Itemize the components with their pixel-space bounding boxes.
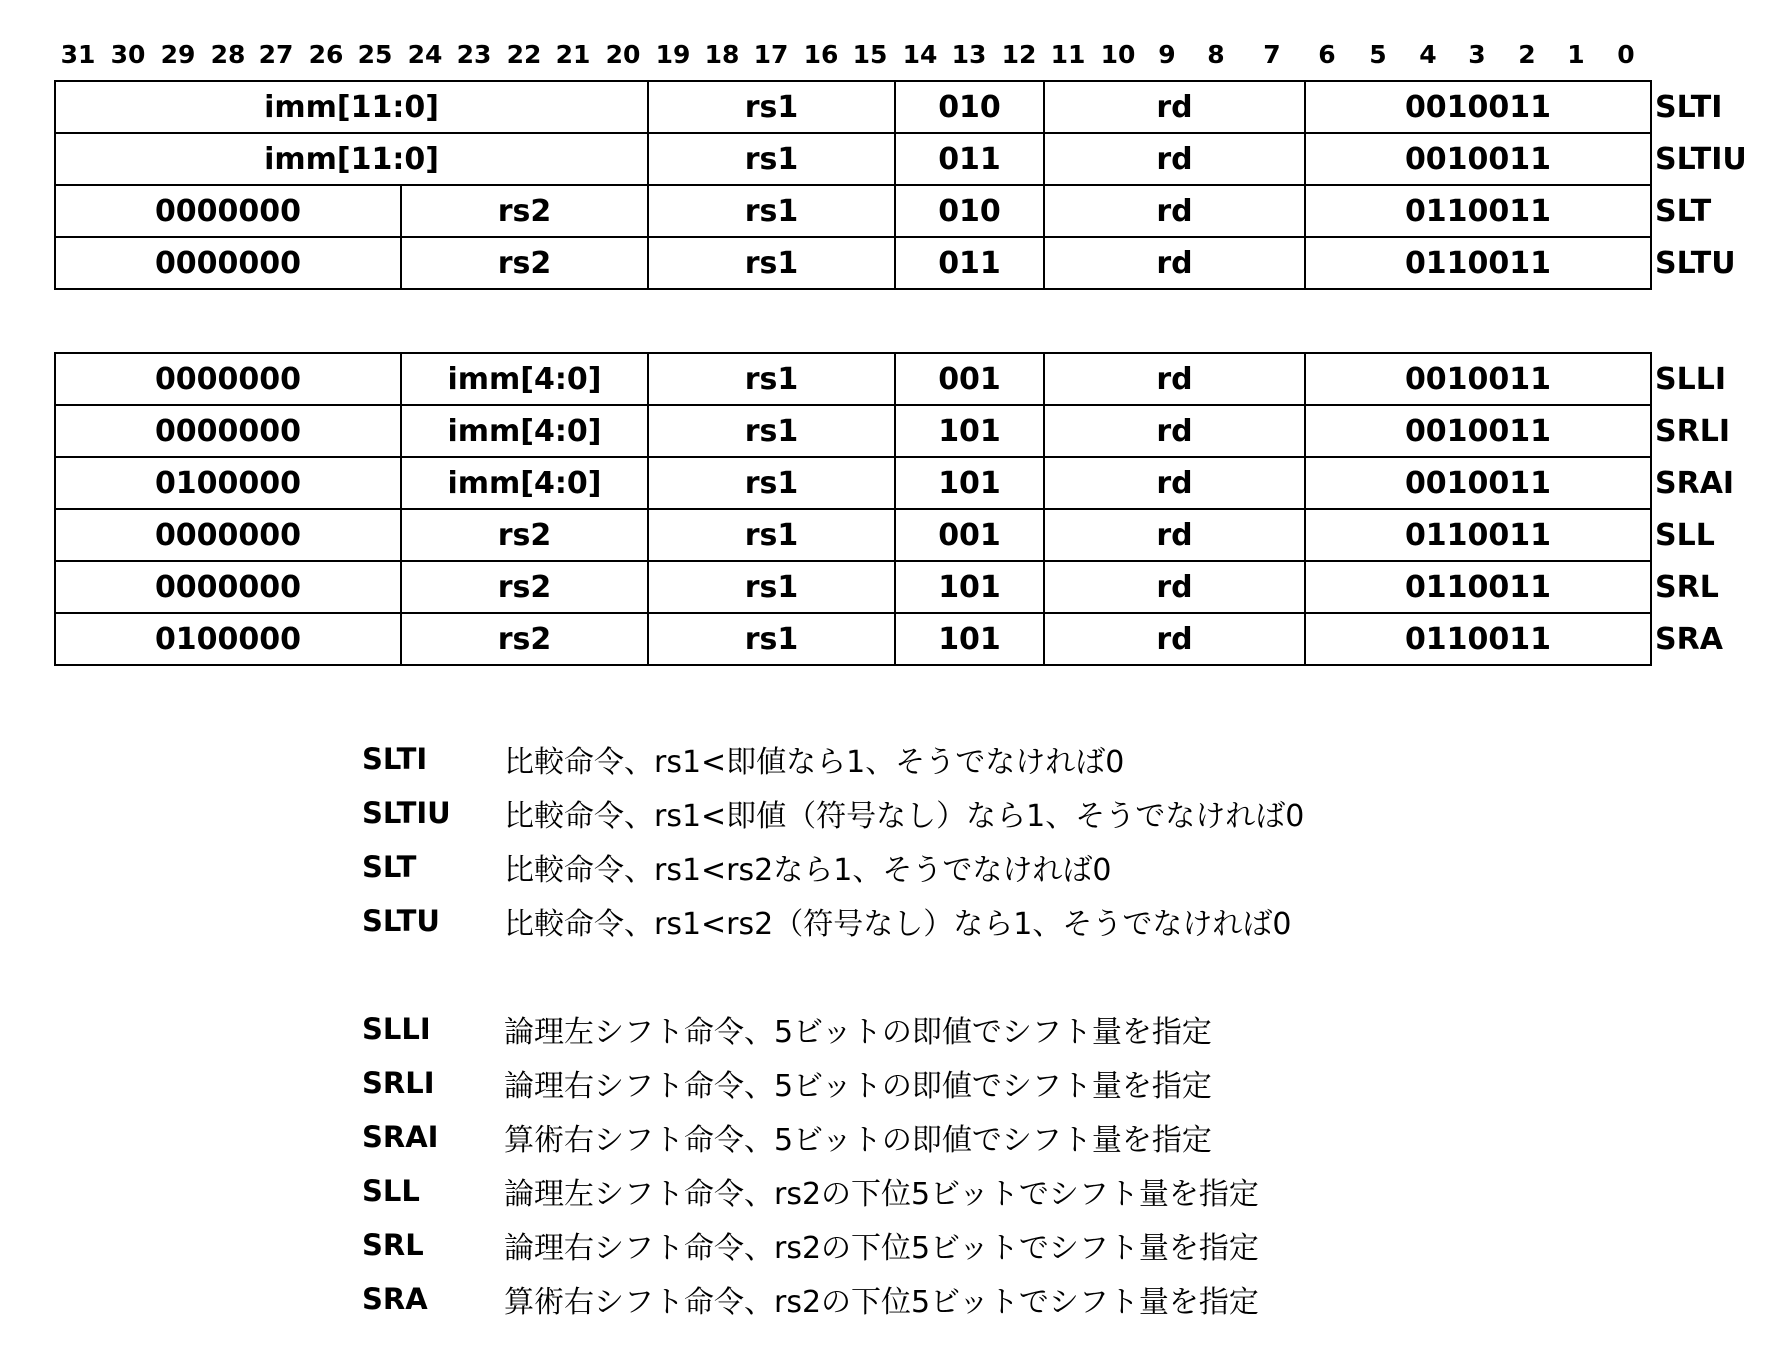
- description-text: 論理左シフト命令、rs2の下位5ビットでシフト量を指定: [504, 1177, 1259, 1212]
- description-row: [362, 1056, 1462, 1110]
- rd-field: rd: [1044, 133, 1305, 185]
- funct7-field: 0000000: [55, 353, 401, 405]
- description-mnemonic: SRL: [362, 1228, 424, 1262]
- description-row: [362, 1164, 1462, 1218]
- bit-number-label: 19: [655, 40, 691, 69]
- rd-field: rd: [1044, 237, 1305, 289]
- bit-number-label: 10: [1100, 40, 1136, 69]
- rs1-field: rs1: [648, 353, 895, 405]
- description-row: [362, 1110, 1462, 1164]
- rs2-field: rs2: [401, 185, 648, 237]
- opcode-field: 0110011: [1305, 509, 1651, 561]
- mnemonic-label: SRA: [1655, 621, 1723, 657]
- rs1-field: rs1: [648, 613, 895, 665]
- mnemonic-label: SLTIU: [1655, 141, 1747, 177]
- bit-number-label: 22: [506, 40, 542, 69]
- funct3-field: 101: [895, 613, 1044, 665]
- encoding-row-sll: [55, 509, 1761, 561]
- rs1-field: rs1: [648, 405, 895, 457]
- description-mnemonic: SRLI: [362, 1066, 435, 1100]
- bit-number-label: 20: [605, 40, 641, 69]
- description-mnemonic: SLLI: [362, 1012, 431, 1046]
- description-text: 論理右シフト命令、5ビットの即値でシフト量を指定: [504, 1069, 1212, 1104]
- mnemonic-label: SLL: [1655, 517, 1715, 553]
- opcode-field: 0110011: [1305, 613, 1651, 665]
- funct3-field: 010: [895, 185, 1044, 237]
- bit-number-label: 27: [258, 40, 294, 69]
- description-row: [362, 786, 1462, 840]
- description-mnemonic: SLT: [362, 850, 417, 884]
- rs1-field: rs1: [648, 133, 895, 185]
- rs2-field: rs2: [401, 237, 648, 289]
- comparison-description-list: [362, 732, 1462, 948]
- bit-number-label: 23: [456, 40, 492, 69]
- bit-number-label: 13: [951, 40, 987, 69]
- description-mnemonic: SRA: [362, 1282, 428, 1316]
- encoding-row-sltu: [55, 237, 1761, 289]
- bit-number-label: 9: [1158, 40, 1176, 69]
- funct7-field: 0000000: [55, 185, 401, 237]
- shamt-field: imm[4:0]: [401, 457, 648, 509]
- funct3-field: 001: [895, 509, 1044, 561]
- description-text: 論理左シフト命令、5ビットの即値でシフト量を指定: [504, 1015, 1212, 1050]
- rs1-field: rs1: [648, 509, 895, 561]
- bit-number-label: 0: [1617, 40, 1635, 69]
- mnemonic-label: SLTU: [1655, 245, 1736, 281]
- rs2-field: rs2: [401, 613, 648, 665]
- mnemonic-label: SLTI: [1655, 89, 1723, 125]
- bit-number-label: 24: [407, 40, 443, 69]
- opcode-field: 0110011: [1305, 561, 1651, 613]
- funct7-field: 0100000: [55, 457, 401, 509]
- rd-field: rd: [1044, 561, 1305, 613]
- shamt-field: imm[4:0]: [401, 405, 648, 457]
- description-row: [362, 732, 1462, 786]
- rd-field: rd: [1044, 81, 1305, 133]
- description-text: 比較命令、rs1<即値なら1、そうでなければ0: [504, 745, 1125, 780]
- shift-encoding-table: [54, 352, 1762, 666]
- bit-number-label: 30: [110, 40, 146, 69]
- encoding-row-srl: [55, 561, 1761, 613]
- mnemonic-label: SRLI: [1655, 413, 1730, 449]
- rs1-field: rs1: [648, 237, 895, 289]
- rs1-field: rs1: [648, 561, 895, 613]
- funct7-field: 0000000: [55, 561, 401, 613]
- bit-number-label: 8: [1207, 40, 1225, 69]
- description-row: [362, 840, 1462, 894]
- opcode-field: 0110011: [1305, 185, 1651, 237]
- description-text: 比較命令、rs1<rs2なら1、そうでなければ0: [504, 853, 1112, 888]
- description-row: [362, 1272, 1462, 1326]
- description-text: 論理右シフト命令、rs2の下位5ビットでシフト量を指定: [504, 1231, 1259, 1266]
- opcode-field: 0010011: [1305, 405, 1651, 457]
- mnemonic-label: SLLI: [1655, 361, 1727, 397]
- encoding-row-slti: [55, 81, 1761, 133]
- rd-field: rd: [1044, 613, 1305, 665]
- opcode-field: 0010011: [1305, 81, 1651, 133]
- encoding-row-sra: [55, 613, 1761, 665]
- description-mnemonic: SLTU: [362, 904, 440, 938]
- description-mnemonic: SRAI: [362, 1120, 439, 1154]
- opcode-field: 0010011: [1305, 457, 1651, 509]
- bit-number-label: 12: [1001, 40, 1037, 69]
- imm-field: imm[11:0]: [55, 133, 648, 185]
- bit-number-label: 28: [210, 40, 246, 69]
- encoding-row-sltiu: [55, 133, 1761, 185]
- bit-number-label: 16: [803, 40, 839, 69]
- rs1-field: rs1: [648, 185, 895, 237]
- bit-number-label: 26: [308, 40, 344, 69]
- description-text: 比較命令、rs1<即値（符号なし）なら1、そうでなければ0: [504, 799, 1305, 834]
- bit-number-label: 15: [852, 40, 888, 69]
- rs2-field: rs2: [401, 509, 648, 561]
- rd-field: rd: [1044, 405, 1305, 457]
- opcode-field: 0010011: [1305, 133, 1651, 185]
- description-row: [362, 1002, 1462, 1056]
- encoding-row-srai: [55, 457, 1761, 509]
- rd-field: rd: [1044, 185, 1305, 237]
- description-mnemonic: SLTIU: [362, 796, 451, 830]
- bit-number-label: 6: [1318, 40, 1336, 69]
- funct3-field: 101: [895, 405, 1044, 457]
- bit-number-label: 29: [160, 40, 196, 69]
- rd-field: rd: [1044, 457, 1305, 509]
- bit-number-label: 5: [1369, 40, 1387, 69]
- bit-number-label: 31: [60, 40, 96, 69]
- funct7-field: 0000000: [55, 509, 401, 561]
- description-text: 算術右シフト命令、5ビットの即値でシフト量を指定: [504, 1123, 1212, 1158]
- shift-description-list: [362, 1002, 1462, 1326]
- bit-number-label: 2: [1518, 40, 1536, 69]
- comparison-encoding-table: [54, 80, 1762, 290]
- bit-number-label: 1: [1567, 40, 1585, 69]
- mnemonic-label: SLT: [1655, 193, 1712, 229]
- bit-number-row: [0, 38, 1781, 72]
- funct3-field: 001: [895, 353, 1044, 405]
- description-mnemonic: SLL: [362, 1174, 420, 1208]
- funct3-field: 101: [895, 457, 1044, 509]
- description-text: 算術右シフト命令、rs2の下位5ビットでシフト量を指定: [504, 1285, 1259, 1320]
- shamt-field: imm[4:0]: [401, 353, 648, 405]
- encoding-row-slli: [55, 353, 1761, 405]
- encoding-row-srli: [55, 405, 1761, 457]
- description-row: [362, 894, 1462, 948]
- funct7-field: 0000000: [55, 405, 401, 457]
- mnemonic-label: SRL: [1655, 569, 1719, 605]
- rd-field: rd: [1044, 353, 1305, 405]
- imm-field: imm[11:0]: [55, 81, 648, 133]
- rd-field: rd: [1044, 509, 1305, 561]
- bit-number-label: 3: [1468, 40, 1486, 69]
- bit-number-label: 7: [1263, 40, 1281, 69]
- bit-number-label: 18: [704, 40, 740, 69]
- encoding-row-slt: [55, 185, 1761, 237]
- funct7-field: 0000000: [55, 237, 401, 289]
- rs1-field: rs1: [648, 81, 895, 133]
- description-mnemonic: SLTI: [362, 742, 428, 776]
- bit-number-label: 21: [555, 40, 591, 69]
- opcode-field: 0110011: [1305, 237, 1651, 289]
- bit-number-label: 17: [753, 40, 789, 69]
- description-row: [362, 1218, 1462, 1272]
- funct3-field: 010: [895, 81, 1044, 133]
- bit-number-label: 25: [357, 40, 393, 69]
- bit-number-label: 14: [902, 40, 938, 69]
- funct3-field: 011: [895, 133, 1044, 185]
- bit-number-label: 4: [1419, 40, 1437, 69]
- funct3-field: 101: [895, 561, 1044, 613]
- rs2-field: rs2: [401, 561, 648, 613]
- funct7-field: 0100000: [55, 613, 401, 665]
- funct3-field: 011: [895, 237, 1044, 289]
- opcode-field: 0010011: [1305, 353, 1651, 405]
- mnemonic-label: SRAI: [1655, 465, 1735, 501]
- description-text: 比較命令、rs1<rs2（符号なし）なら1、そうでなければ0: [504, 907, 1292, 942]
- rs1-field: rs1: [648, 457, 895, 509]
- bit-number-label: 11: [1050, 40, 1086, 69]
